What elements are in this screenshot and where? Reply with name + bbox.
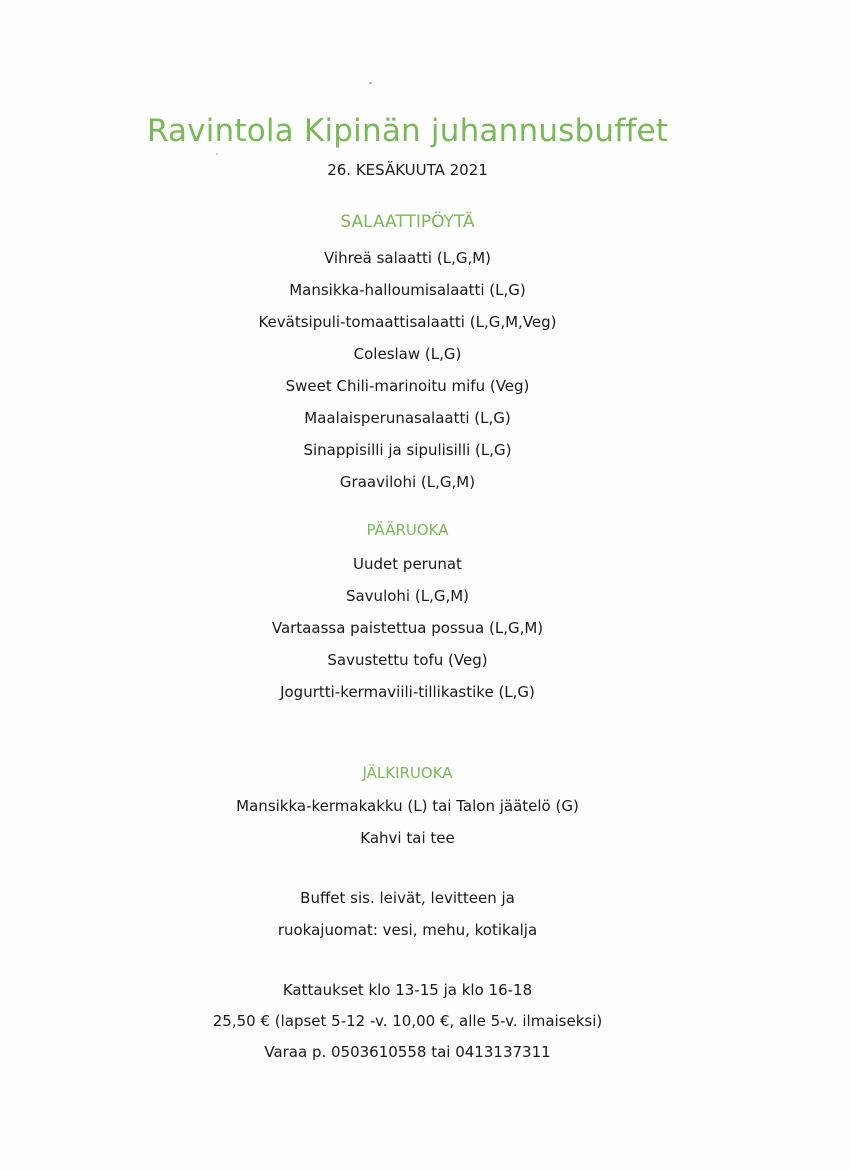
main-course-item-list: [0, 554, 815, 714]
menu-item: Graavilohi (L,G,M): [339, 473, 476, 491]
salad-item-list: [0, 248, 815, 504]
menu-item: Maalaisperunasalaatti (L,G): [304, 409, 511, 427]
reservation-phone: Varaa p. 0503610558 tai 0413137311: [264, 1043, 551, 1061]
menu-item: Kahvi tai tee: [360, 829, 455, 847]
section-heading-salad: SALAATTIPÖYTÄ: [340, 212, 475, 232]
paper-speck: [216, 153, 218, 155]
menu-title: Ravintola Kipinän juhannusbuffet: [146, 112, 669, 149]
menu-item: Sinappisilli ja sipulisilli (L,G): [303, 441, 512, 459]
seating-times: Kattaukset klo 13-15 ja klo 16-18: [282, 981, 533, 999]
menu-item: Uudet perunat: [353, 555, 462, 573]
menu-item: Sweet Chili-marinoitu mifu (Veg): [285, 377, 530, 395]
menu-item: Mansikka-halloumisalaatti (L,G): [289, 281, 526, 299]
menu-item: Vihreä salaatti (L,G,M): [323, 249, 492, 267]
menu-item: Mansikka-kermakakku (L) tai Talon jäätelö (G): [236, 797, 579, 815]
section-heading-main-course: PÄÄRUOKA: [366, 521, 449, 539]
menu-item: Vartaassa paistettua possua (L,G,M): [271, 619, 544, 637]
price-line: 25,50 € (lapset 5-12 -v. 10,00 €, alle 5-v. ilmaiseksi): [212, 1012, 603, 1030]
booking-info: [0, 980, 815, 1073]
menu-item: Coleslaw (L,G): [353, 345, 462, 363]
event-date: 26. KESÄKUUTA 2021: [327, 161, 488, 179]
section-heading-dessert: JÄLKIRUOKA: [362, 764, 453, 782]
paper-speck: [369, 82, 372, 84]
menu-item: Kevätsipuli-tomaattisalaatti (L,G,M,Veg): [258, 313, 557, 331]
menu-item: Jogurtti-kermaviili-tillikastike (L,G): [280, 683, 535, 701]
info-line: Buffet sis. leivät, levitteen ja: [300, 889, 515, 907]
menu-item: Savulohi (L,G,M): [345, 587, 470, 605]
dessert-item-list: [0, 796, 815, 860]
buffet-info: [0, 888, 815, 952]
menu-item: Savustettu tofu (Veg): [327, 651, 488, 669]
info-line: ruokajuomat: vesi, mehu, kotikalja: [277, 921, 538, 939]
